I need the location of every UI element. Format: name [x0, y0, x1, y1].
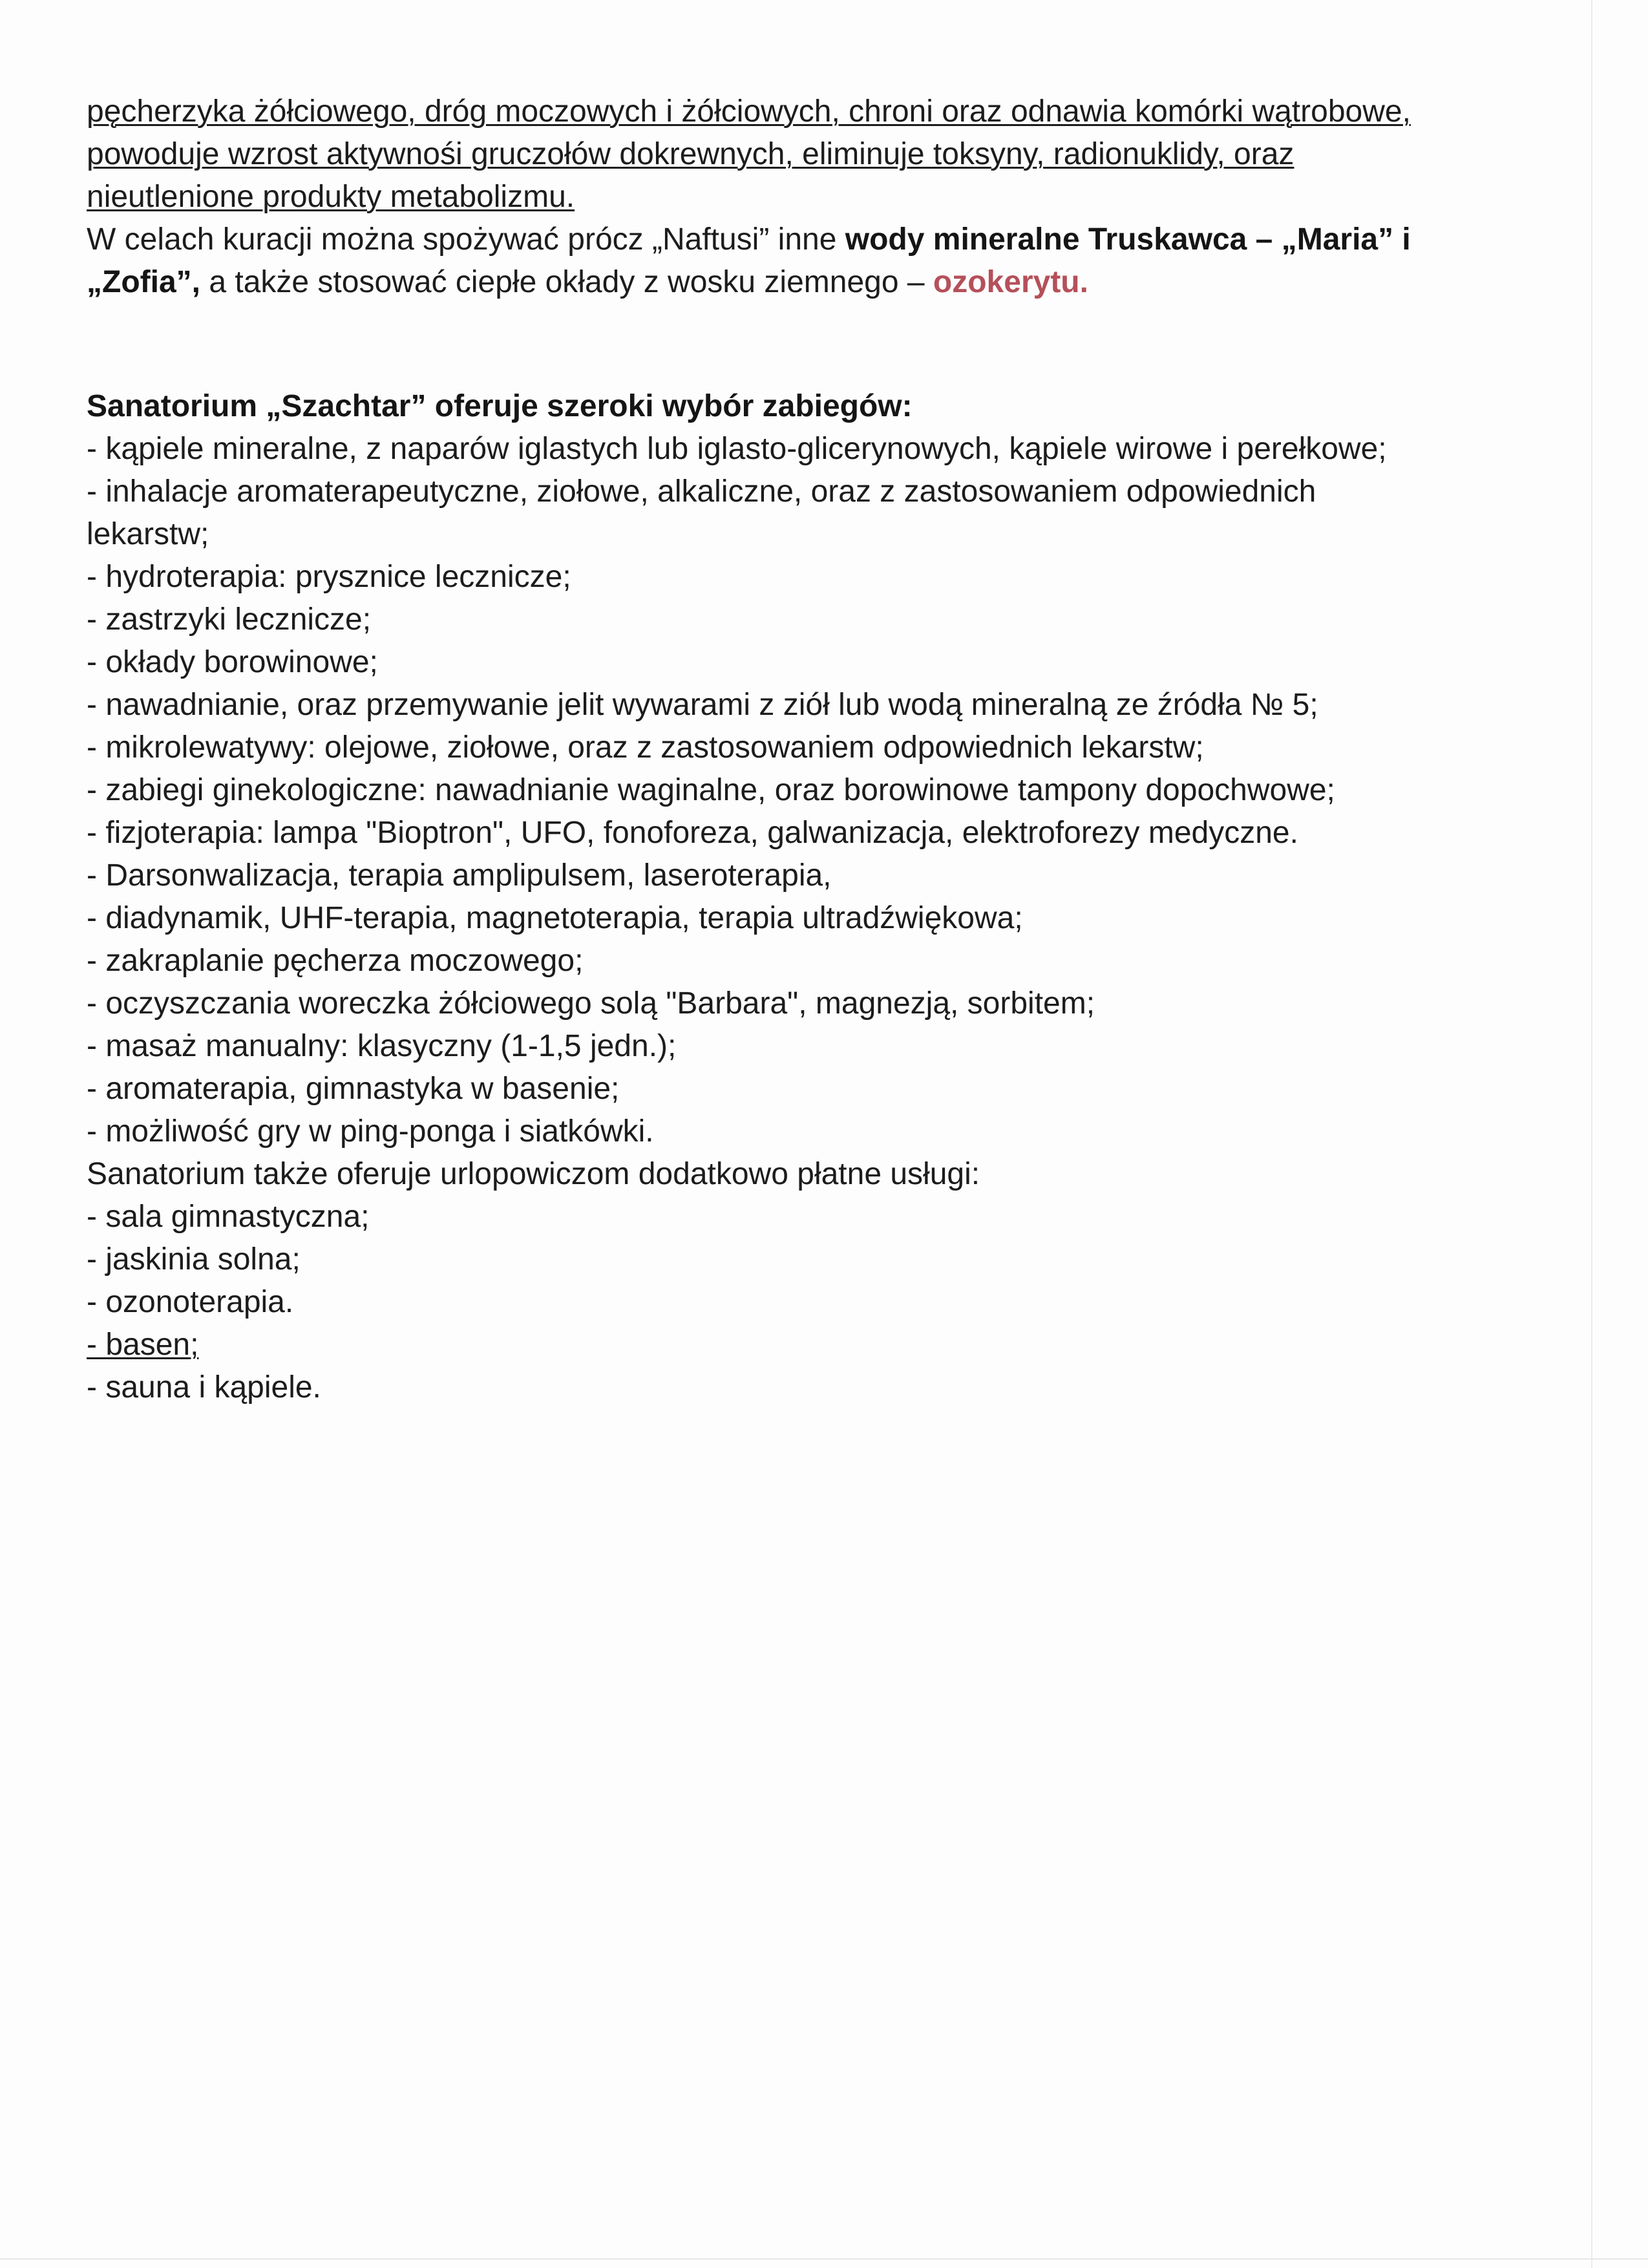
extra-service-item: - basen; — [87, 1328, 199, 1362]
treatment-item: - diadynamik, UHF-terapia, magnetoterapia, terapia ultradźwiękowa; — [87, 901, 1023, 935]
scan-edge-bottom — [0, 2258, 1648, 2260]
section-heading: Sanatorium „Szachtar” oferuje szeroki wybór zabiegów: — [87, 389, 913, 423]
extra-service-item: - sauna i kąpiele. — [87, 1370, 321, 1404]
extra-service-item: - jaskinia solna; — [87, 1242, 301, 1277]
paragraph-spacer — [87, 304, 1508, 385]
intro-text: a także stosować ciepłe okłady z wosku ziemnego – — [200, 265, 933, 299]
intro-line: powoduje wzrost aktywnośi gruczołów dokrewnych, eliminuje toksyny, radionuklidy, oraz — [87, 137, 1294, 171]
treatment-item: - zastrzyki lecznicze; — [87, 602, 372, 637]
intro-bold-text: „Zofia”, — [87, 265, 200, 299]
treatment-item: - okłady borowinowe; — [87, 645, 378, 679]
treatment-item: - aromaterapia, gimnastyka w basenie; — [87, 1072, 620, 1106]
extras-intro: Sanatorium także oferuje urlopowiczom dodatkowo płatne usługi: — [87, 1157, 980, 1191]
treatment-item: - hydroterapia: prysznice lecznicze; — [87, 560, 571, 594]
treatment-item: - nawadnianie, oraz przemywanie jelit wywarami z ziół lub wodą mineralną ze źródła № 5; — [87, 688, 1318, 722]
intro-line — [87, 261, 1508, 304]
intro-line: pęcherzyka żółciowego, dróg moczowych i żółciowych, chroni oraz odnawia komórki wątrobowe, — [87, 94, 1411, 129]
treatments-section — [87, 385, 1508, 1409]
treatments-list — [87, 428, 1508, 1153]
intro-bold-text: wody mineralne Truskawca – „Maria” i — [845, 222, 1411, 257]
treatment-item: - oczyszczania woreczka żółciowego solą "Barbara", magnezją, sorbitem; — [87, 986, 1095, 1021]
scan-edge-right — [1591, 0, 1592, 2268]
treatment-item: lekarstw; — [87, 517, 209, 551]
treatment-item: - kąpiele mineralne, z naparów iglastych lub iglasto-glicerynowych, kąpiele wirowe i perełkowe; — [87, 432, 1387, 466]
document-body — [87, 90, 1508, 1409]
treatment-item: - Darsonwalizacja, terapia amplipulsem, laseroterapia, — [87, 858, 832, 893]
treatment-item: - inhalacje aromaterapeutyczne, ziołowe, alkaliczne, oraz z zastosowaniem odpowiednich — [87, 474, 1316, 509]
intro-line: nieutlenione produkty metabolizmu. — [87, 180, 575, 214]
intro-accent-text: ozokerytu. — [933, 265, 1088, 299]
intro-line — [87, 218, 1508, 261]
treatment-item: - możliwość gry w ping-ponga i siatkówki. — [87, 1114, 654, 1149]
intro-text: W celach kuracji można spożywać prócz „Naftusi” inne — [87, 222, 845, 257]
treatment-item: - masaż manualny: klasyczny (1-1,5 jedn.); — [87, 1029, 677, 1063]
extra-service-item: - sala gimnastyczna; — [87, 1200, 370, 1234]
treatment-item: - mikrolewatywy: olejowe, ziołowe, oraz z zastosowaniem odpowiednich lekarstw; — [87, 730, 1204, 765]
treatment-item: - zabiegi ginekologiczne: nawadnianie waginalne, oraz borowinowe tampony dopochwowe; — [87, 773, 1335, 807]
intro-paragraph — [87, 90, 1508, 304]
extras-list — [87, 1196, 1508, 1409]
treatment-item: - zakraplanie pęcherza moczowego; — [87, 944, 584, 978]
extra-service-item: - ozonoterapia. — [87, 1285, 294, 1319]
treatment-item: - fizjoterapia: lampa "Bioptron", UFO, fonoforeza, galwanizacja, elektroforezy medyczne. — [87, 816, 1298, 850]
